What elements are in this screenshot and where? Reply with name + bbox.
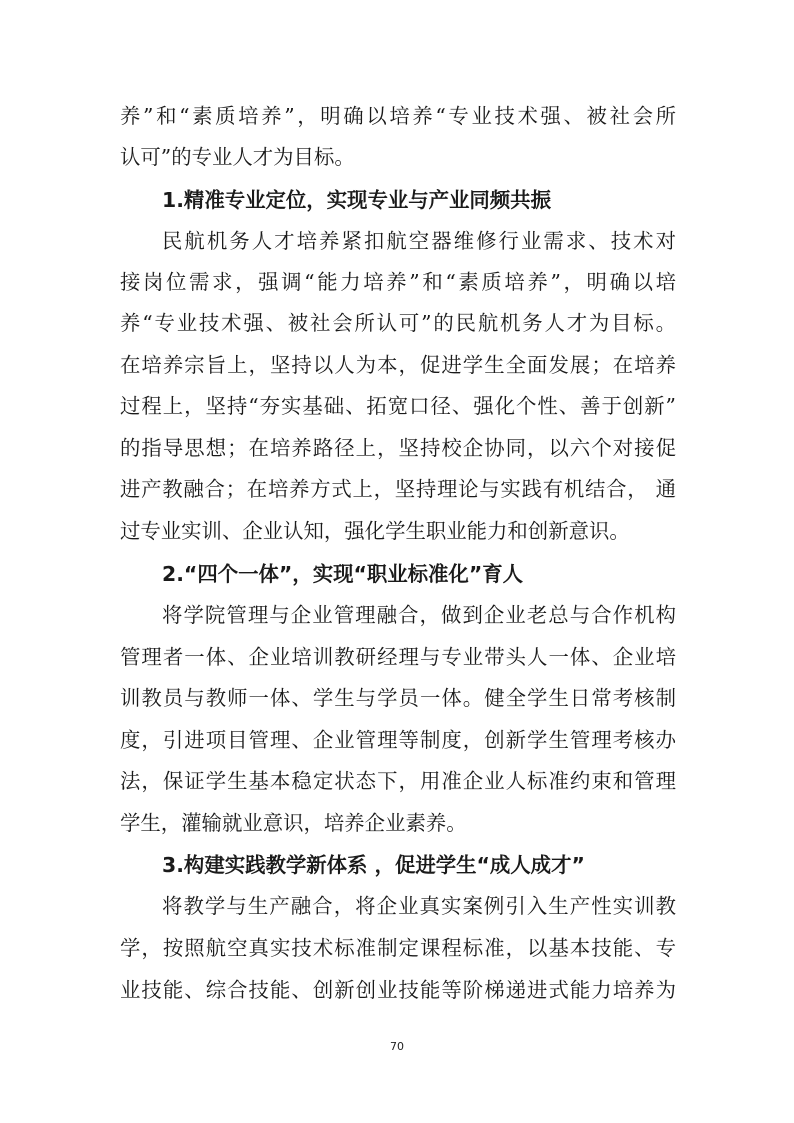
paragraph-line: 学生，灌输就业意识，培养企业素养。	[120, 811, 467, 835]
page-number: 70	[390, 1040, 404, 1053]
paragraph-line: 认可”的专业人才为目标。	[120, 145, 355, 169]
paragraph-line: 养“专业技术强、被社会所认可”的民航机务人才为目标。	[120, 311, 676, 335]
paragraph-line: 管理者一体、企业培训教研经理与专业带头人一体、企业培	[120, 645, 676, 669]
paragraph-line: 过程上，坚持“夯实基础、拓宽口径、强化个性、善于创新”	[120, 394, 676, 418]
paragraph-line: 将教学与生产融合，将企业真实案例引入生产性实训教	[162, 894, 676, 918]
paragraph-line: 进产教融合；在培养方式上，坚持理论与实践有机结合， 通	[120, 477, 676, 501]
paragraph-line: 将学院管理与企业管理融合，做到企业老总与合作机构	[162, 603, 676, 627]
paragraph-line: 在培养宗旨上，坚持以人为本，促进学生全面发展；在培养	[120, 353, 676, 377]
section-heading: 3.构建实践教学新体系 ，促进学生“成人成才”	[162, 853, 585, 877]
paragraph-line: 民航机务人才培养紧扣航空器维修行业需求、技术对	[162, 229, 676, 253]
paragraph-line: 接岗位需求，强调“能力培养”和“素质培养”，明确以培	[120, 270, 676, 294]
paragraph-line: 养”和“素质培养”，明确以培养“专业技术强、被社会所	[120, 104, 676, 128]
paragraph-line: 法，保证学生基本稳定状态下，用准企业人标准约束和管理	[120, 769, 676, 793]
paragraph-line: 过专业实训、企业认知，强化学生职业能力和创新意识。	[120, 519, 630, 543]
paragraph-line: 学，按照航空真实技术标准制定课程标准，以基本技能、专	[120, 936, 676, 960]
paragraph-line: 度，引进项目管理、企业管理等制度，创新学生管理考核办	[120, 728, 676, 752]
paragraph-line: 的指导思想；在培养路径上，坚持校企协同，以六个对接促	[120, 436, 676, 460]
section-heading: 2.“四个一体”，实现“职业标准化”育人	[162, 562, 524, 586]
paragraph-line: 训教员与教师一体、学生与学员一体。健全学生日常考核制	[120, 686, 676, 710]
paragraph-line: 业技能、综合技能、创新创业技能等阶梯递进式能力培养为	[120, 978, 676, 1002]
section-heading: 1.精准专业定位，实现专业与产业同频共振	[162, 188, 551, 212]
